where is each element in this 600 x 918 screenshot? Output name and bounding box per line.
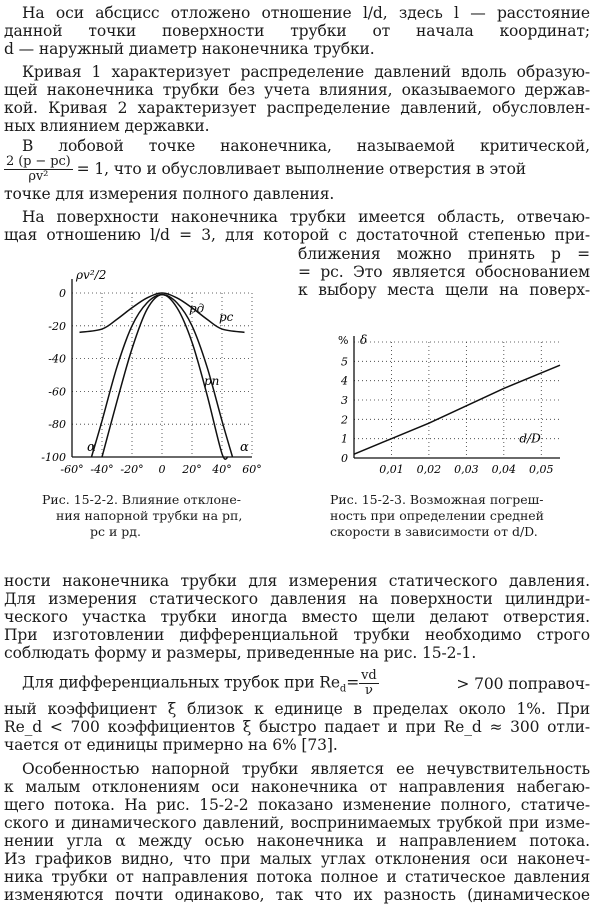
text-line: ности наконечника трубки для измерения статического давления. — [4, 572, 590, 590]
caption-line: ния напорной трубки на pп, — [56, 508, 243, 523]
y-tick-label: -60 — [48, 385, 66, 399]
x-tick-label: 0,05 — [529, 463, 554, 476]
text-line: кой. Кривая 2 характеризует распределение давлений, обусловлен- — [4, 99, 590, 117]
text-line: изменяются почти одинаково, так что их разность (динамическое — [4, 886, 590, 904]
caption-line: Рис. 15-2-2. Влияние отклоне- — [42, 492, 241, 507]
figure-caption-1 — [42, 492, 242, 540]
text-line: щая отношению l/d = 3, для которой с достаточной степенью при- — [4, 226, 590, 244]
text-line: ных влиянием державки. — [4, 117, 210, 135]
figure-caption-2 — [330, 492, 544, 540]
text-line: ника трубки от направления потока полное и статическое давления — [4, 868, 590, 886]
text-line: Для измерения статического давления на поверхности цилиндри- — [4, 590, 590, 608]
x-tick-label: 20° — [182, 463, 202, 476]
text-fragment: Для дифференциальных трубок при Re — [22, 673, 340, 692]
text-line: точке для измерения полного давления. — [4, 185, 335, 203]
x-axis-label: d/D — [519, 431, 541, 446]
text-line: = pc. Это является обоснованием — [298, 263, 590, 281]
fraction-denominator: ρv² — [28, 168, 49, 184]
text-line: ный коэффициент ξ близок к единице в пределах около 1%. При — [4, 700, 590, 718]
error-chart — [320, 320, 590, 485]
x-tick-label: 0,04 — [491, 463, 517, 476]
text-line: Из графиков видно, что при малых углах отклонения оси наконеч- — [4, 850, 590, 868]
fraction — [359, 669, 378, 698]
x-tick-label: -40° — [90, 463, 114, 476]
x-tick-label: 60° — [242, 463, 262, 476]
text-line: чается от единицы примерно на 6% [73]. — [4, 736, 338, 754]
x-tick-label: 0 — [158, 463, 166, 476]
alpha-label: α — [87, 440, 96, 455]
y-tick-label: 3 — [341, 394, 348, 407]
x-tick-label: 0,03 — [454, 463, 479, 476]
text-line: к выбору места щели на поверх- — [298, 281, 590, 299]
x-tick-label: 0,02 — [416, 463, 442, 476]
x-tick-label: 0,01 — [379, 463, 404, 476]
subscript: d — [339, 683, 347, 695]
fraction-numerator: vd — [361, 668, 377, 684]
y-tick-label: 1 — [341, 432, 348, 446]
text-line: Особенностью напорной трубки является ее нечувствительность — [22, 760, 590, 778]
formula-line — [22, 668, 590, 700]
caption-line: скорости в зависимости от d/D. — [330, 524, 538, 539]
x-tick-label: -60° — [60, 463, 84, 476]
y-axis-unit: % — [338, 334, 349, 347]
text-line: На оси абсцисс отложено отношение l/d, здесь l — расстояние — [22, 4, 590, 22]
text-line: Кривая 1 характеризует распределение давлений вдоль образую- — [22, 63, 590, 81]
caption-line: ность при определении средней — [330, 508, 545, 523]
y-axis-label: ρv²/2 — [76, 268, 107, 282]
formula-line — [4, 152, 590, 186]
text-line: соблюдать форму и размеры, приведенные на рис. 15-2-1. — [4, 644, 477, 662]
caption-line: Рис. 15-2-3. Возможная погреш- — [330, 492, 544, 507]
y-tick-label: 0 — [59, 287, 66, 300]
text-line: ческого участка трубки иногда вместо щели делают отверстия. — [4, 608, 590, 626]
fraction — [4, 155, 73, 184]
y-tick-label: 4 — [341, 374, 348, 388]
series-label: pс — [219, 309, 234, 324]
text-line: к малым отклонениям оси наконечника от направления набегаю- — [4, 778, 590, 796]
text-line: При изготовлении дифференциальной трубки необходимо строго — [4, 626, 590, 644]
text-line: нении угла α между осью наконечника и направлением потока. — [4, 832, 590, 850]
text-line: ского и динамического давлений, воспринимаемых трубкой при изме- — [4, 814, 590, 832]
y-tick-label: 2 — [341, 413, 348, 427]
x-tick-label: -20° — [120, 463, 144, 476]
y-tick-label: -100 — [41, 451, 66, 464]
text-line: данной точки поверхности трубки от начала координат; — [4, 22, 590, 40]
caption-line: pс и pд. — [90, 524, 141, 539]
y-tick-label: -80 — [48, 418, 66, 432]
series-label: pд — [189, 301, 205, 316]
text-line: В лобовой точке наконечника, называемой критической, — [22, 137, 590, 155]
series-label: pп — [204, 373, 220, 388]
y-tick-label: 0 — [341, 452, 348, 465]
series-symbol: δ — [360, 333, 368, 347]
y-tick-label: 5 — [341, 355, 348, 369]
alpha-label: α — [240, 440, 249, 455]
text-line: На поверхности наконечника трубки имеется область, отвечаю- — [22, 208, 590, 226]
text-fragment: Для дифференциальных трубок при $Re_d=$ $\frac{vd}{\nu}$ — [22, 668, 377, 699]
text-line: d — наружный диаметр наконечника трубки. — [4, 40, 375, 58]
text-fragment: > 700 поправоч- — [456, 675, 590, 693]
y-tick-label: -40 — [48, 352, 66, 366]
x-tick-label: 40° — [212, 463, 232, 476]
text-line: щего потока. На рис. 15-2-2 показано изменение полного, статиче- — [4, 796, 590, 814]
fraction-numerator: 2 (p − pc) — [6, 153, 71, 169]
y-tick-label: -20 — [48, 319, 66, 333]
text-line: ближения можно принять p = — [298, 245, 590, 263]
text-line: щей наконечника трубки без учета влияния, оказываемого держав- — [4, 81, 590, 99]
text-line: = 1, что и обусловливает выполнение отверстия в этой — [76, 160, 527, 178]
text-line: Re_d < 700 коэффициентов ξ быстро падает и при Re_d ≈ 300 отли- — [4, 718, 590, 736]
pressure-angle-chart — [20, 255, 300, 487]
fraction-denominator: ν — [364, 683, 373, 699]
